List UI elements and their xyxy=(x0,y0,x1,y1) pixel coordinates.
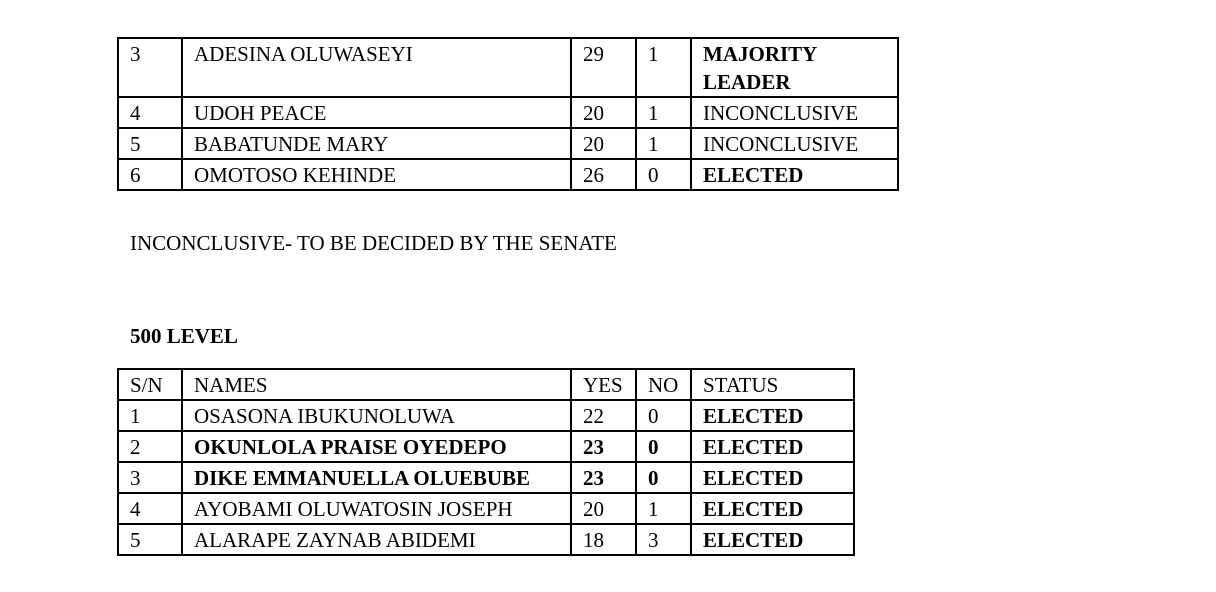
sn-cell: 1 xyxy=(118,400,182,431)
no-votes-cell: 0 xyxy=(636,400,691,431)
table-row xyxy=(118,462,854,493)
header-no: NO xyxy=(636,369,691,400)
header-yes: YES xyxy=(571,369,636,400)
no-votes-cell: 0 xyxy=(636,159,691,190)
table-row xyxy=(118,431,854,462)
status-cell: ELECTED xyxy=(691,493,854,524)
no-votes-cell: 1 xyxy=(636,97,691,128)
results-table-previous-level xyxy=(117,37,899,191)
header-names: NAMES xyxy=(182,369,571,400)
sn-cell: 4 xyxy=(118,493,182,524)
status-cell: MAJORITY LEADER xyxy=(691,38,898,97)
sn-cell: 3 xyxy=(118,462,182,493)
yes-votes-cell: 22 xyxy=(571,400,636,431)
table-row xyxy=(118,38,898,97)
yes-votes-cell: 20 xyxy=(571,493,636,524)
name-cell: OMOTOSO KEHINDE xyxy=(182,159,571,190)
status-cell: ELECTED xyxy=(691,400,854,431)
table-row xyxy=(118,97,898,128)
yes-votes-cell: 20 xyxy=(571,128,636,159)
name-cell: DIKE EMMANUELLA OLUEBUBE xyxy=(182,462,571,493)
results-table-500-level xyxy=(117,368,855,556)
no-votes-cell: 3 xyxy=(636,524,691,555)
table-row xyxy=(118,159,898,190)
no-votes-cell: 1 xyxy=(636,493,691,524)
yes-votes-cell: 18 xyxy=(571,524,636,555)
sn-cell: 6 xyxy=(118,159,182,190)
name-cell: AYOBAMI OLUWATOSIN JOSEPH xyxy=(182,493,571,524)
status-cell: ELECTED xyxy=(691,159,898,190)
no-votes-cell: 0 xyxy=(636,431,691,462)
sn-cell: 3 xyxy=(118,38,182,97)
name-cell: OSASONA IBUKUNOLUWA xyxy=(182,400,571,431)
status-cell: INCONCLUSIVE xyxy=(691,97,898,128)
status-cell: ELECTED xyxy=(691,462,854,493)
name-cell: BABATUNDE MARY xyxy=(182,128,571,159)
inconclusive-note: INCONCLUSIVE- TO BE DECIDED BY THE SENATE xyxy=(130,231,617,255)
section-heading-500-level: 500 LEVEL xyxy=(130,324,238,348)
sn-cell: 2 xyxy=(118,431,182,462)
table-row xyxy=(118,524,854,555)
name-cell: ADESINA OLUWASEYI xyxy=(182,38,571,97)
table-row xyxy=(118,493,854,524)
status-cell: INCONCLUSIVE xyxy=(691,128,898,159)
header-sn: S/N xyxy=(118,369,182,400)
yes-votes-cell: 20 xyxy=(571,97,636,128)
yes-votes-cell: 23 xyxy=(571,431,636,462)
no-votes-cell: 1 xyxy=(636,38,691,97)
table-row xyxy=(118,128,898,159)
table-header-row xyxy=(118,369,854,400)
sn-cell: 5 xyxy=(118,128,182,159)
status-cell: ELECTED xyxy=(691,524,854,555)
name-cell: OKUNLOLA PRAISE OYEDEPO xyxy=(182,431,571,462)
name-cell: UDOH PEACE xyxy=(182,97,571,128)
header-status: STATUS xyxy=(691,369,854,400)
name-cell: ALARAPE ZAYNAB ABIDEMI xyxy=(182,524,571,555)
table-row xyxy=(118,400,854,431)
yes-votes-cell: 29 xyxy=(571,38,636,97)
yes-votes-cell: 23 xyxy=(571,462,636,493)
no-votes-cell: 0 xyxy=(636,462,691,493)
status-cell: ELECTED xyxy=(691,431,854,462)
sn-cell: 5 xyxy=(118,524,182,555)
no-votes-cell: 1 xyxy=(636,128,691,159)
yes-votes-cell: 26 xyxy=(571,159,636,190)
sn-cell: 4 xyxy=(118,97,182,128)
